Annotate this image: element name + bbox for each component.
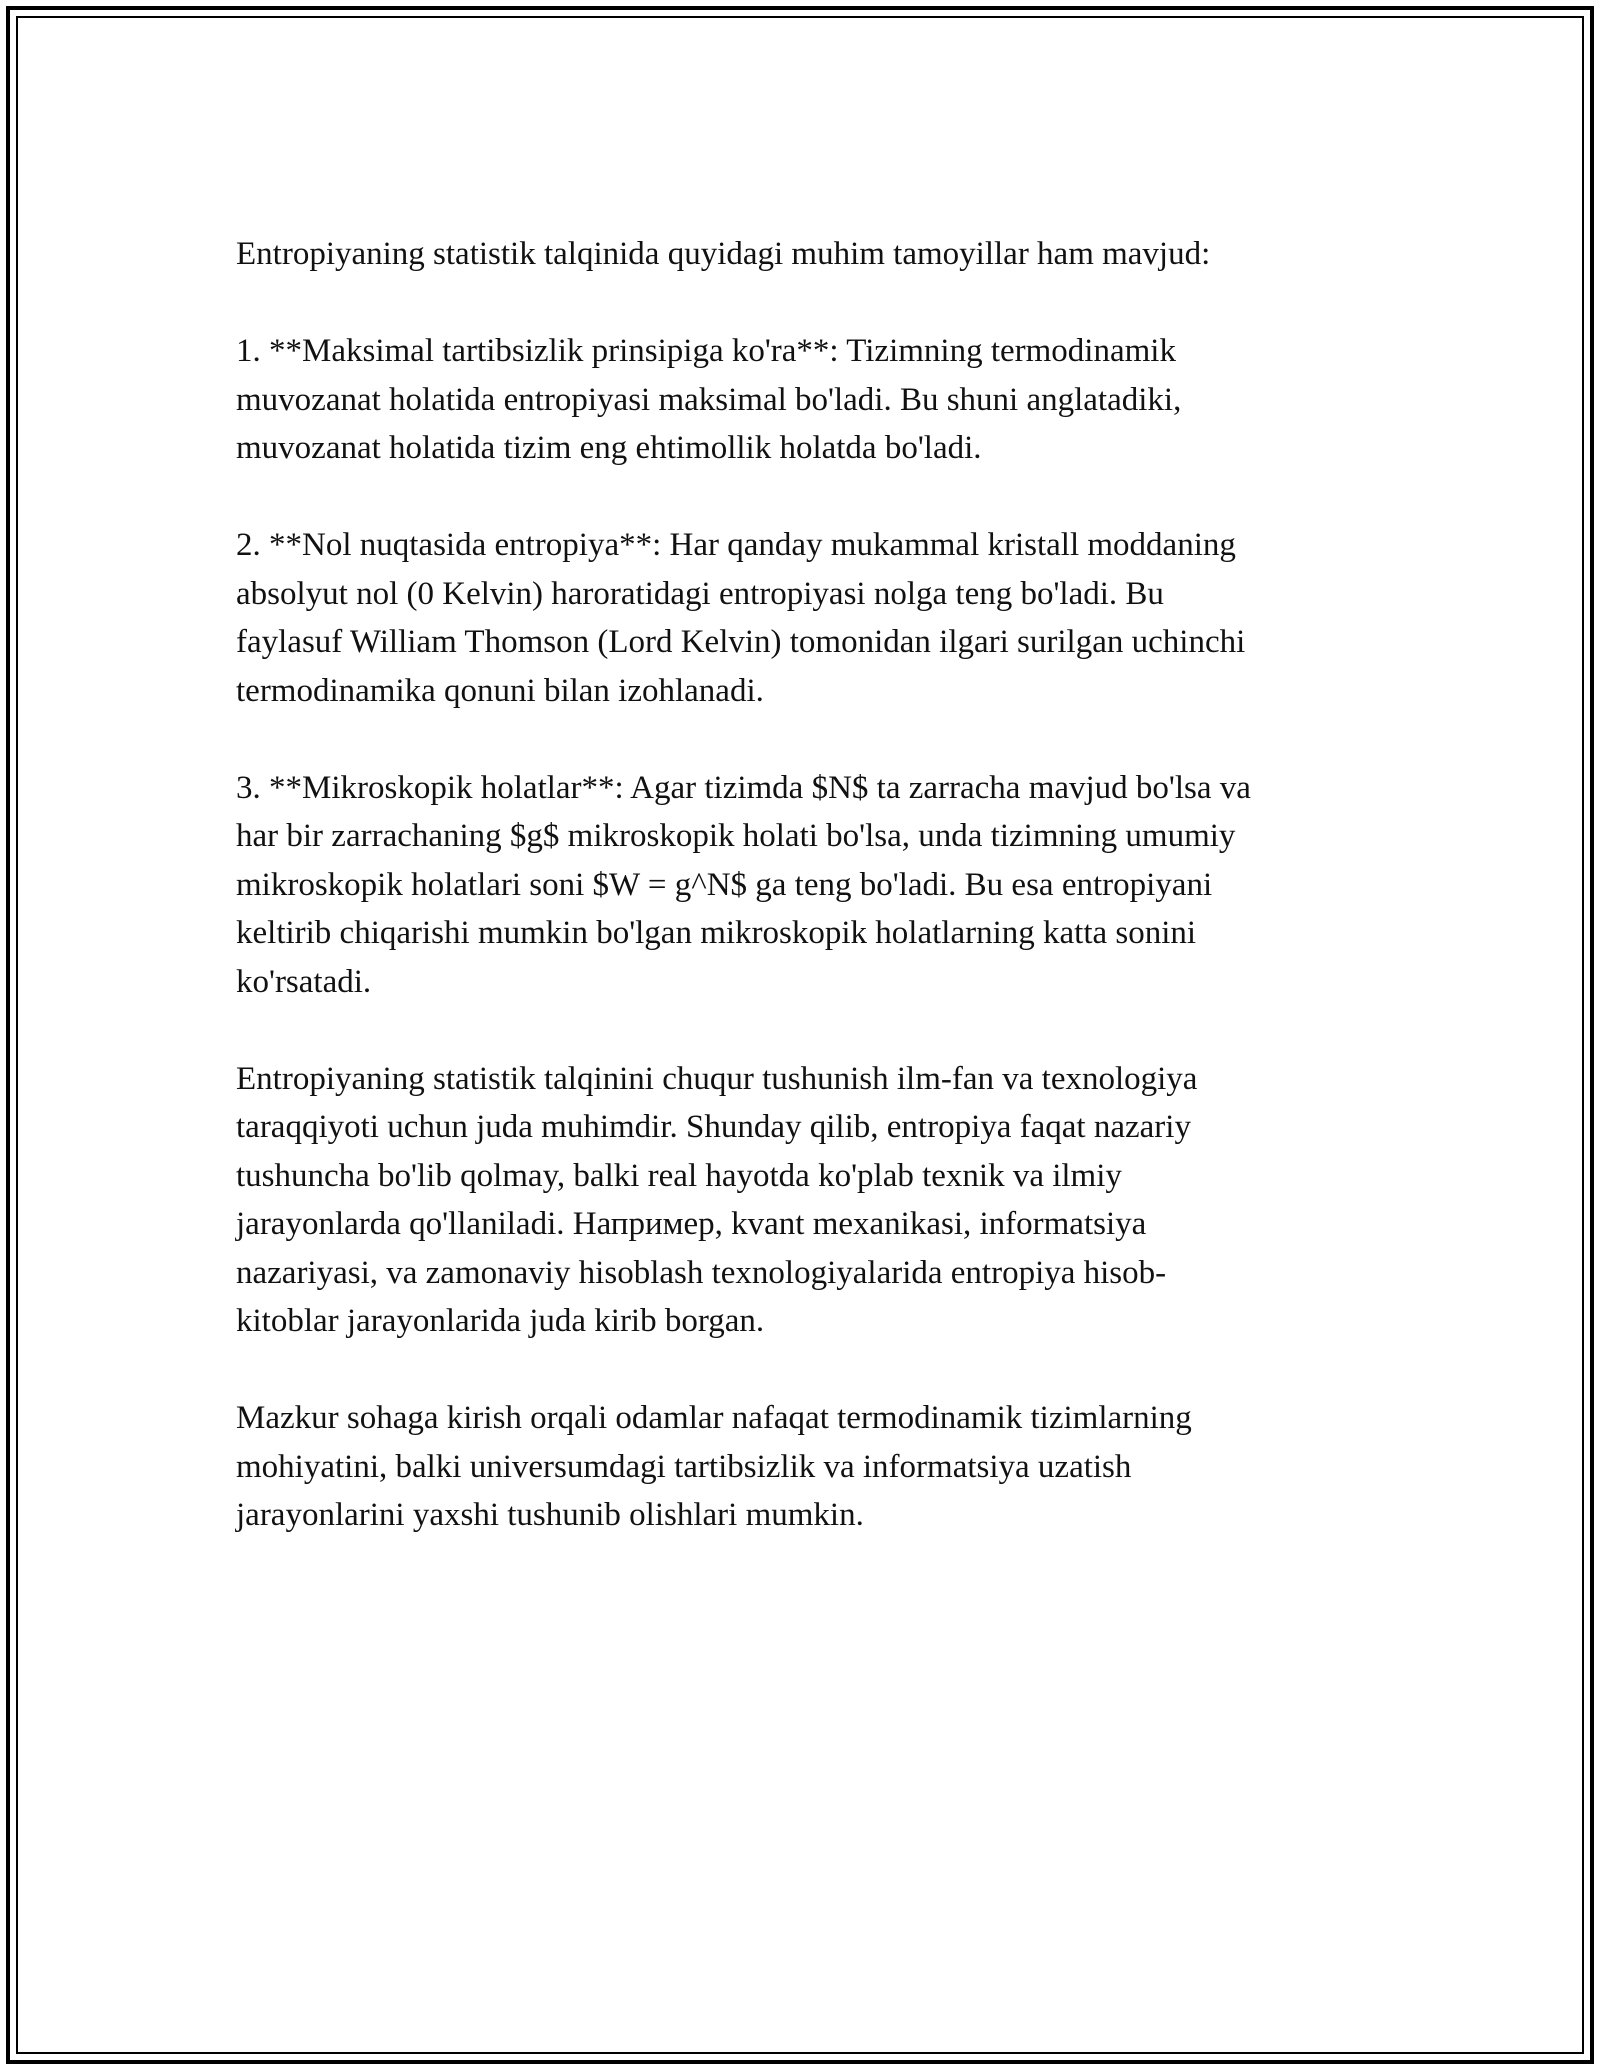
paragraph-intro: Entropiyaning statistik talqinida quyidagi muhim tamoyillar ham mavjud: xyxy=(236,236,1211,272)
paragraph-principle-1: 1. **Maksimal tartibsizlik prinsipiga ko'ra**: Tizimning termodinamik muvozanat holatida entropiyasi maksimal bo'ladi. Bu shuni anglatadiki, muvozanat holatida tizim eng ehtimollik holatda bo'ladi. xyxy=(236,333,1182,466)
document-body xyxy=(236,230,1396,1588)
paragraph-principle-2: 2. **Nol nuqtasida entropiya**: Har qanday mukammal kristall moddaning absolyut nol (0 Kelvin) haroratidagi entropiyasi nolga teng bo'ladi. Bu faylasuf William Thomson (Lord Kelvin) tomonidan ilgari surilgan uchinchi termodinamika qonuni bilan izohlanadi. xyxy=(236,527,1246,709)
paragraph-conclusion: Mazkur sohaga kirish orqali odamlar nafaqat termodinamik tizimlarning mohiyatini, balki universumdagi tartibsizlik va informatsiya uzatish jarayonlarini yaxshi tushunib olishlari mumkin. xyxy=(236,1400,1192,1533)
paragraph-principle-3: 3. **Mikroskopik holatlar**: Agar tizimda $N$ ta zarracha mavjud bo'lsa va har bir zarrachaning $g$ mikroskopik holati bo'lsa, unda tizimning umumiy mikroskopik holatlari soni $W = g^N$ ga teng bo'ladi. Bu esa entropiyani keltirib chiqarishi mumkin bo'lgan mikroskopik holatlarning katta sonini ko'rsatadi. xyxy=(236,769,1251,1000)
paragraph-importance: Entropiyaning statistik talqinini chuqur tushunish ilm-fan va texnologiya taraqqiyoti uchun juda muhimdir. Shunday qilib, entropiya faqat nazariy tushuncha bo'lib qolmay, balki real hayotda ko'plab texnik va ilmiy jarayonlarda qo'llaniladi. Например, kvant mexanikasi, informatsiya nazariyasi, va zamonaviy hisoblash texnologiyalarida entropiya hisob- kitoblar jarayonlarida juda kirib borgan. xyxy=(236,1060,1198,1339)
